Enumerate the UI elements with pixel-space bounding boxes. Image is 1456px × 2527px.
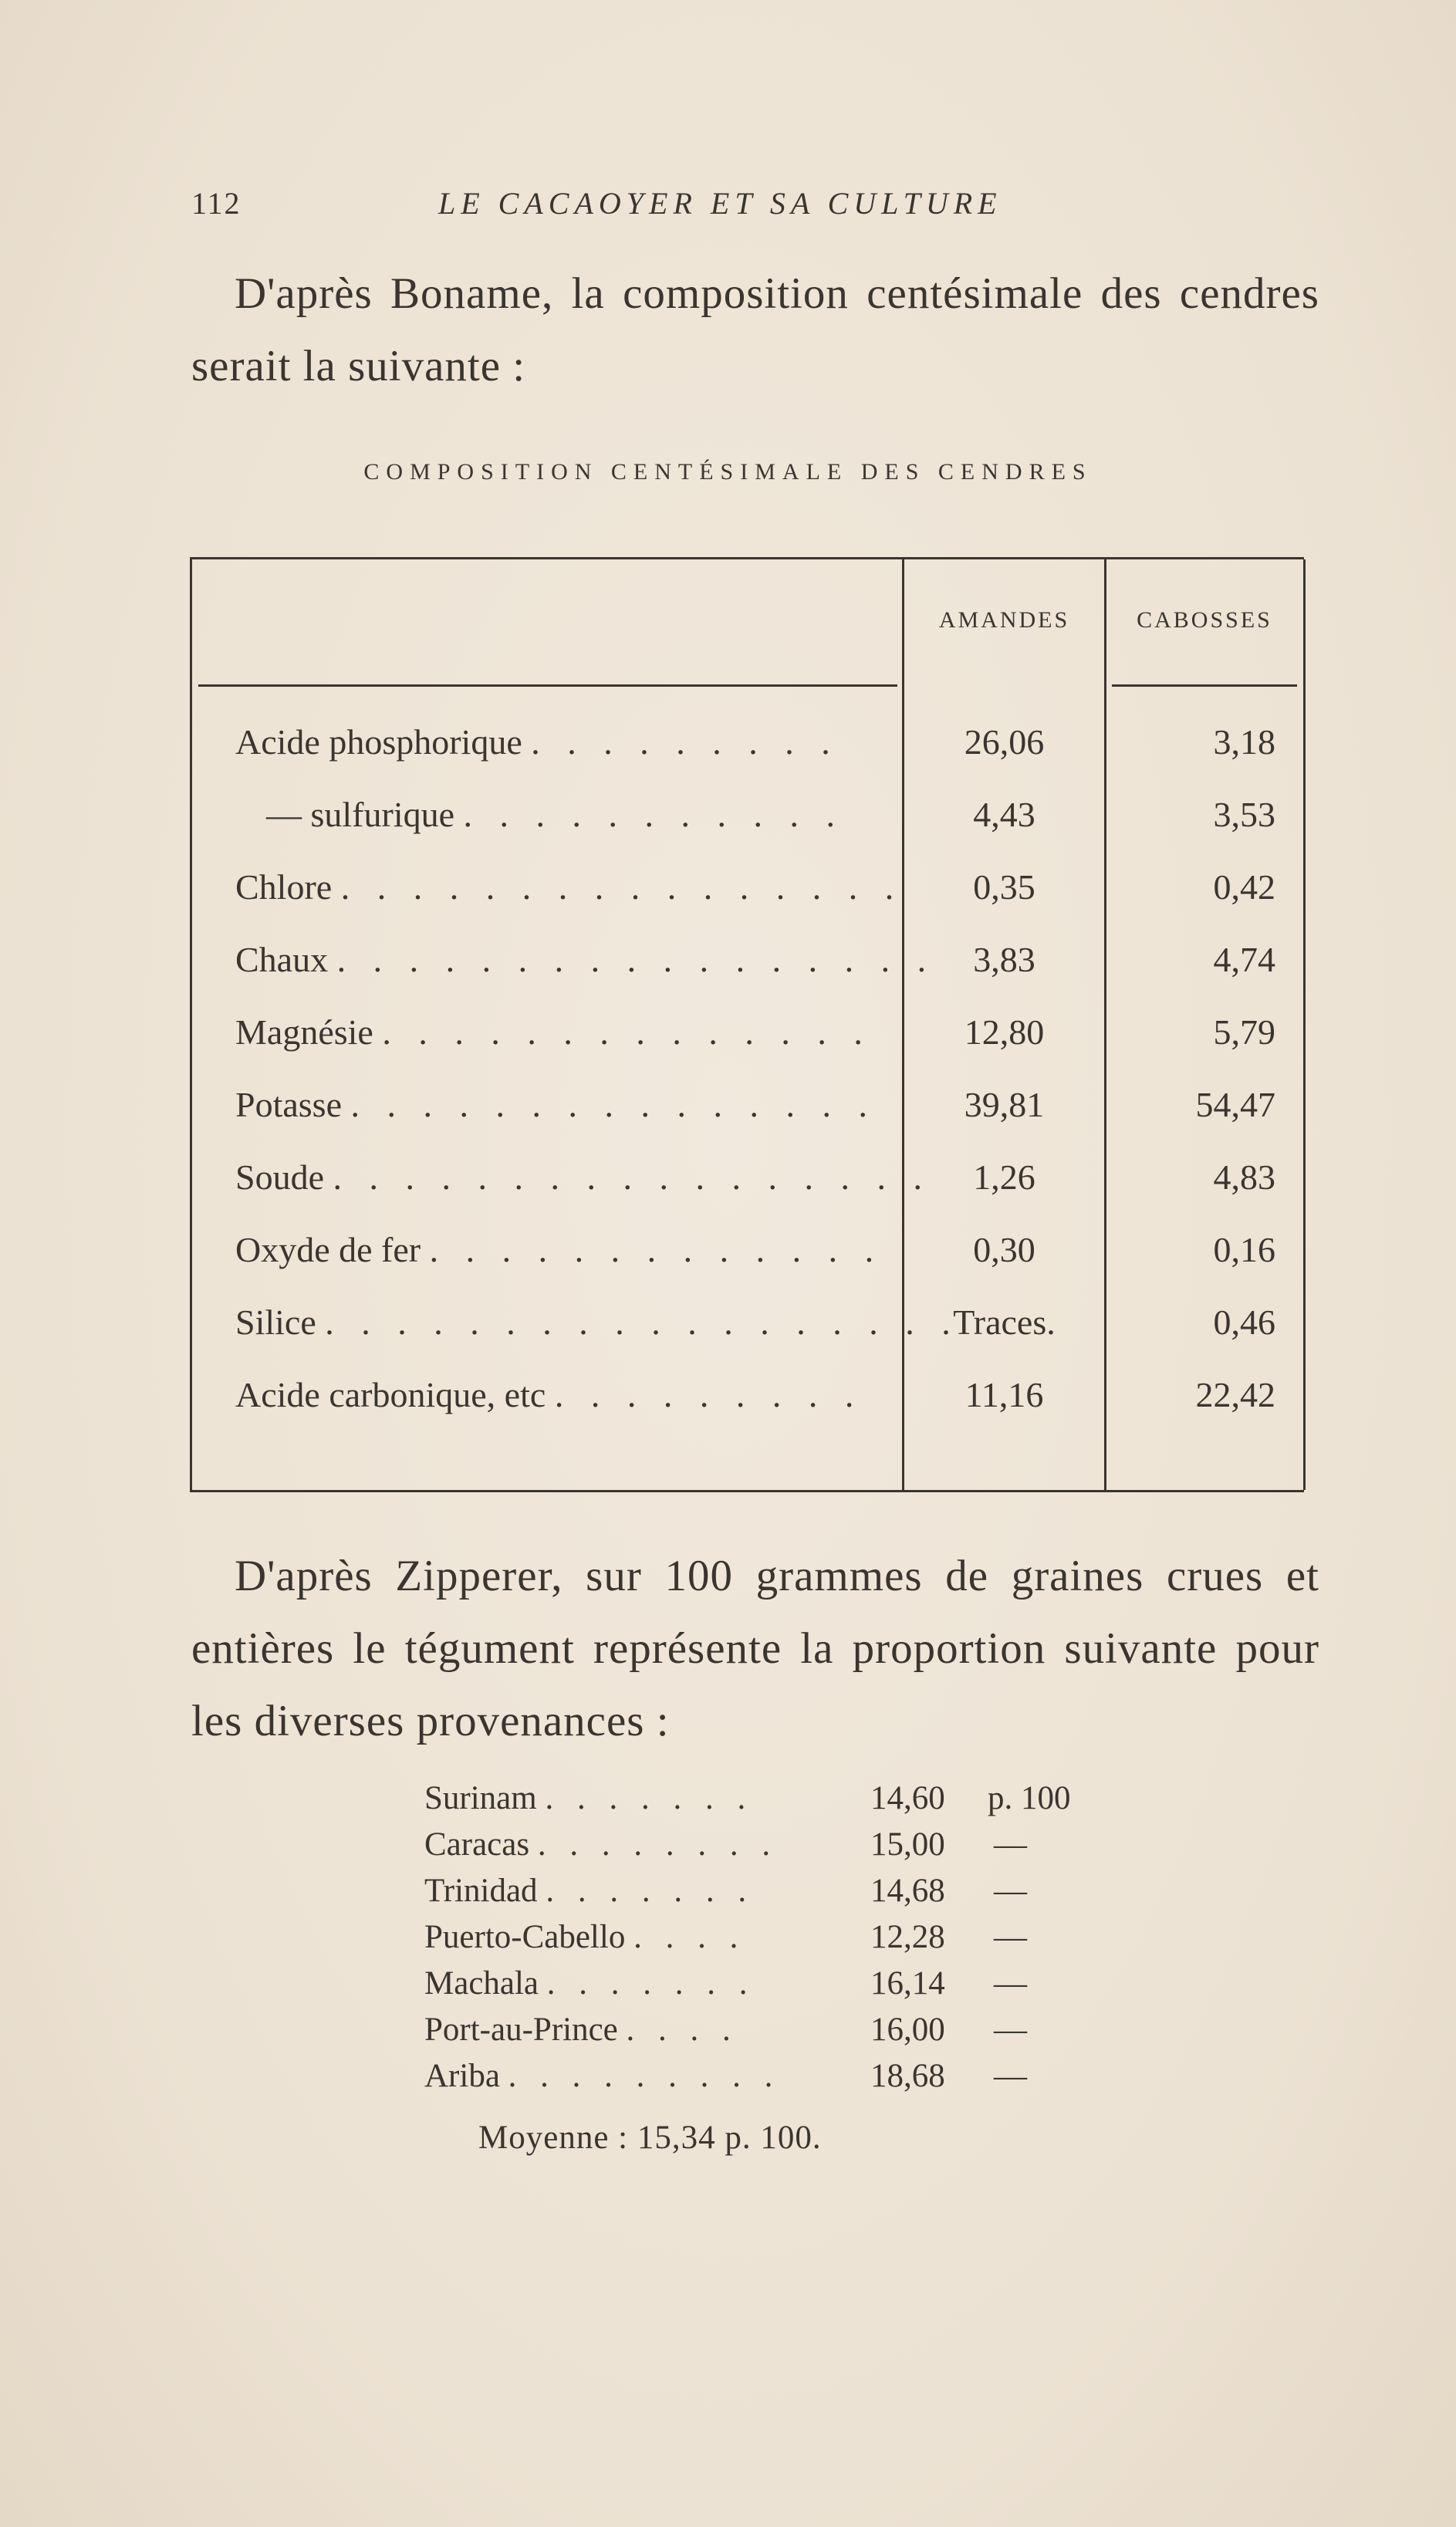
average-line: Moyenne : 15,34 p. 100. bbox=[478, 2120, 822, 2156]
tegument-value: 14,60 bbox=[870, 1780, 945, 1816]
cabosses-value: 4,83 bbox=[1213, 1157, 1275, 1197]
list-item bbox=[424, 1826, 1119, 1872]
cabosses-value: 5,79 bbox=[1213, 1012, 1275, 1052]
amandes-value: 39,81 bbox=[964, 1085, 1045, 1124]
amandes-value: 11,16 bbox=[964, 1375, 1044, 1414]
tegument-value: 16,00 bbox=[870, 2012, 945, 2048]
tegument-value: 12,28 bbox=[870, 1919, 945, 1955]
table-row bbox=[192, 721, 1303, 794]
leader-dots: . . . . . . . . . . . . . bbox=[429, 1230, 883, 1269]
cabosses-value: 0,16 bbox=[1213, 1230, 1275, 1269]
row-label: Potasse bbox=[235, 1085, 342, 1124]
ditto-dash: — bbox=[994, 1919, 1027, 1955]
tegument-value: 16,14 bbox=[870, 1965, 945, 2002]
list-item bbox=[424, 1872, 1119, 1918]
ditto-dash: — bbox=[994, 2058, 1027, 2094]
table-row bbox=[192, 867, 1303, 939]
amandes-value: Traces. bbox=[953, 1302, 1056, 1342]
ditto-dash: — bbox=[994, 1965, 1027, 2002]
provenance-name: Ariba bbox=[424, 2058, 500, 2094]
table-row bbox=[192, 1157, 1303, 1229]
amandes-value: 1,26 bbox=[973, 1157, 1035, 1197]
row-label: Acide phosphorique bbox=[235, 722, 522, 762]
leader-dots: . . . . . . . . . . . . . . . . . bbox=[336, 940, 936, 979]
leader-dots: . . . . . . . . . bbox=[508, 2058, 781, 2094]
list-item bbox=[424, 1779, 1119, 1826]
cabosses-value: 4,74 bbox=[1213, 940, 1275, 979]
tegument-value: 15,00 bbox=[870, 1826, 945, 1863]
unit: p. 100 bbox=[988, 1780, 1071, 1816]
leader-dots: . . . . . . . bbox=[545, 1780, 754, 1816]
leader-dots: . . . . . . . . . . . . . . . . bbox=[340, 867, 904, 907]
list-item bbox=[424, 1965, 1119, 2011]
leader-dots: . . . . . . . . . . . . . . . bbox=[350, 1085, 877, 1124]
provenance-name: Surinam bbox=[424, 1780, 537, 1816]
amandes-value: 26,06 bbox=[964, 722, 1045, 762]
list-item bbox=[424, 2011, 1119, 2057]
header-rule bbox=[198, 684, 897, 687]
list-item bbox=[424, 1918, 1119, 1965]
intro-paragraph: D'après Boname, la composition centésimale des cendres serait la suivante : bbox=[191, 269, 1319, 390]
row-label: Magnésie bbox=[235, 1012, 373, 1052]
header-rule bbox=[1112, 684, 1297, 687]
provenance-name: Caracas bbox=[424, 1826, 530, 1863]
amandes-value: 12,80 bbox=[964, 1012, 1045, 1052]
row-label: Chlore bbox=[235, 867, 333, 907]
running-title: LE CACAOYER ET SA CULTURE bbox=[438, 186, 1002, 221]
provenance-name: Puerto-Cabello bbox=[424, 1919, 626, 1955]
table-row bbox=[192, 1374, 1303, 1447]
table-row bbox=[192, 794, 1303, 867]
page-number: 112 bbox=[191, 186, 242, 221]
row-label: Silice bbox=[235, 1302, 316, 1342]
column-header-cabosses: CABOSSES bbox=[1137, 607, 1272, 633]
row-label: — sulfurique bbox=[266, 795, 455, 834]
row-label: Oxyde de fer bbox=[235, 1230, 421, 1269]
provenance-name: Machala bbox=[424, 1965, 539, 2002]
column-header-amandes: AMANDES bbox=[938, 607, 1070, 633]
cabosses-value: 0,42 bbox=[1213, 867, 1275, 907]
table-row bbox=[192, 1084, 1303, 1157]
ditto-dash: — bbox=[994, 1826, 1027, 1863]
cabosses-value: 3,53 bbox=[1213, 795, 1275, 834]
leader-dots: . . . . . . . . . . . . . . . . . bbox=[333, 1157, 931, 1197]
provenance-name: Port-au-Prince bbox=[424, 2012, 618, 2048]
cabosses-value: 0,46 bbox=[1213, 1302, 1275, 1342]
table-row bbox=[192, 939, 1303, 1012]
leader-dots: . . . . . . . . . bbox=[531, 722, 839, 762]
ditto-dash: — bbox=[994, 1873, 1027, 1909]
zipperer-paragraph: D'après Zipperer, sur 100 grammes de graines crues et entières le tégument représente la proportion suivante pour les diverses provenances : bbox=[191, 1552, 1319, 1745]
leader-dots: . . . . . . . . . . . . . . bbox=[382, 1012, 872, 1052]
list-item bbox=[424, 2057, 1119, 2103]
amandes-value: 0,35 bbox=[973, 867, 1035, 907]
cabosses-value: 54,47 bbox=[1195, 1085, 1275, 1124]
table-title: COMPOSITION CENTÉSIMALE DES CENDRES bbox=[363, 459, 1093, 485]
row-label: Soude bbox=[235, 1157, 324, 1197]
leader-dots: . . . . . . . . . . . . . . . . . . bbox=[325, 1302, 960, 1342]
amandes-value: 0,30 bbox=[973, 1230, 1035, 1269]
leader-dots: . . . . . . . . . . . bbox=[463, 795, 845, 834]
ash-composition-table bbox=[190, 557, 1304, 1492]
row-label: Chaux bbox=[235, 940, 329, 979]
leader-dots: . . . . . . . bbox=[546, 1965, 755, 2002]
table-row bbox=[192, 1012, 1303, 1084]
leader-dots: . . . . . . . . . bbox=[554, 1375, 863, 1414]
tegument-value: 14,68 bbox=[870, 1873, 945, 1909]
row-label: Acide carbonique, etc bbox=[235, 1375, 546, 1414]
amandes-value: 3,83 bbox=[973, 940, 1035, 979]
leader-dots: . . . . bbox=[626, 2012, 738, 2048]
column-rule bbox=[1303, 559, 1306, 1490]
table-row bbox=[192, 1229, 1303, 1302]
cabosses-value: 22,42 bbox=[1195, 1375, 1275, 1414]
amandes-value: 4,43 bbox=[973, 795, 1035, 834]
provenance-name: Trinidad bbox=[424, 1873, 538, 1909]
table-row bbox=[192, 1302, 1303, 1374]
page-header bbox=[191, 185, 1079, 231]
cabosses-value: 3,18 bbox=[1213, 722, 1275, 762]
ditto-dash: — bbox=[994, 2012, 1027, 2048]
leader-dots: . . . . . . . . bbox=[537, 1826, 779, 1863]
leader-dots: . . . . . . . bbox=[546, 1873, 755, 1909]
tegument-value: 18,68 bbox=[870, 2058, 945, 2094]
leader-dots: . . . . bbox=[633, 1919, 746, 1955]
